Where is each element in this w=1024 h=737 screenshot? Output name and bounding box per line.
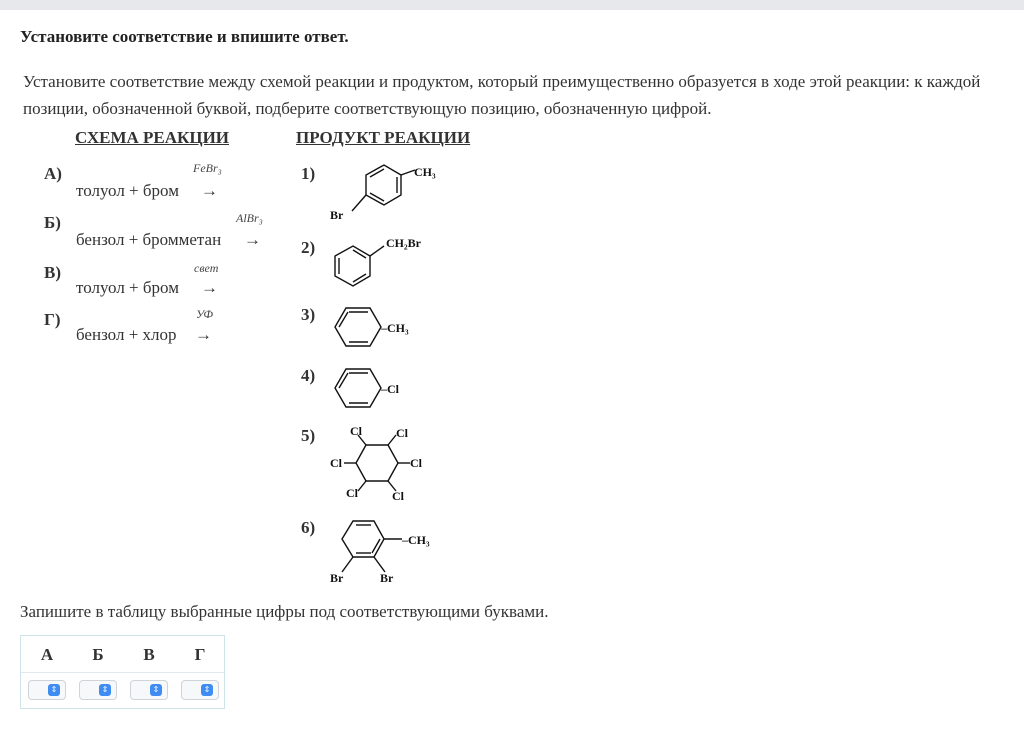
scheme-header: СХЕМА РЕАКЦИИ <box>75 128 230 147</box>
answer-select-b[interactable] <box>79 680 117 700</box>
top-bar <box>0 0 1024 10</box>
reaction-condition: FeBr₃ <box>193 161 222 175</box>
task-description: Установите соответствие между схемой реакции и продуктом, который преимущественно образуется в ходе этой реакции: к каждой позиции, обозначенной буквой, подберите соответствующую позицию, обозначенную цифрой. <box>23 72 981 118</box>
product-3-structure <box>326 300 446 355</box>
answer-prompt: Запишите в таблицу выбранные цифры под соответствующими буквами. <box>20 602 549 621</box>
answer-column-header: В <box>143 645 155 664</box>
product-5-structure <box>326 420 446 510</box>
product-1-label: Br <box>330 208 344 222</box>
reaction-arrow: → <box>201 278 218 297</box>
product-6-label: Br <box>330 571 344 585</box>
reaction-arrow: → <box>201 181 218 200</box>
product-1-label: CH₃ <box>414 165 436 179</box>
answer-select-g[interactable] <box>181 680 219 700</box>
reaction-condition: свет <box>194 261 219 275</box>
product-number: 2) <box>301 238 316 257</box>
product-1-structure <box>326 158 446 228</box>
product-6-structure <box>326 512 446 587</box>
answer-column-header: Б <box>92 645 104 664</box>
product-5-label: Cl <box>330 456 342 470</box>
select-arrows-icon: ⇕ <box>150 684 162 696</box>
product-6-label: –CH₃ <box>402 533 430 547</box>
product-2-structure <box>326 232 446 292</box>
reaction-condition: УФ <box>196 307 214 321</box>
reaction-letter: В) <box>44 263 61 282</box>
select-arrows-icon: ⇕ <box>201 684 213 696</box>
product-number: 1) <box>301 164 316 183</box>
product-number: 6) <box>301 518 316 537</box>
reaction-condition: AlBr₃ <box>236 211 263 225</box>
product-5-label: Cl <box>350 424 362 438</box>
answer-table <box>20 635 225 709</box>
product-4-structure <box>326 362 446 417</box>
product-4-label: –Cl <box>381 382 399 396</box>
reaction-letter: Г) <box>44 310 61 329</box>
answer-column-header: Г <box>194 645 206 664</box>
product-2-label: CH₂Br <box>386 236 421 250</box>
reaction-text: толуол + бром <box>76 278 179 297</box>
product-number: 3) <box>301 305 316 324</box>
product-3-label: –CH₃ <box>381 321 409 335</box>
task-title: Установите соответствие и впишите ответ. <box>20 27 349 46</box>
product-5-label: Cl <box>410 456 422 470</box>
reaction-text: бензол + бромметан <box>76 230 222 249</box>
product-5-label: Cl <box>346 486 358 500</box>
reaction-text: бензол + хлор <box>76 325 177 344</box>
product-number: 4) <box>301 366 316 385</box>
product-5-label: Cl <box>396 426 408 440</box>
reaction-letter: Б) <box>44 213 61 232</box>
product-header: ПРОДУКТ РЕАКЦИИ <box>296 128 471 147</box>
answer-select-v[interactable] <box>130 680 168 700</box>
product-number: 5) <box>301 426 316 445</box>
table-divider <box>21 672 224 673</box>
reaction-arrow: → <box>195 325 212 344</box>
answer-column-header: А <box>40 645 54 664</box>
select-arrows-icon: ⇕ <box>48 684 60 696</box>
reaction-text: толуол + бром <box>76 181 179 200</box>
reaction-arrow: → <box>244 230 261 249</box>
product-6-label: Br <box>380 571 394 585</box>
answer-select-a[interactable] <box>28 680 66 700</box>
product-5-label: Cl <box>392 489 404 503</box>
select-arrows-icon: ⇕ <box>99 684 111 696</box>
reaction-letter: А) <box>44 164 62 183</box>
